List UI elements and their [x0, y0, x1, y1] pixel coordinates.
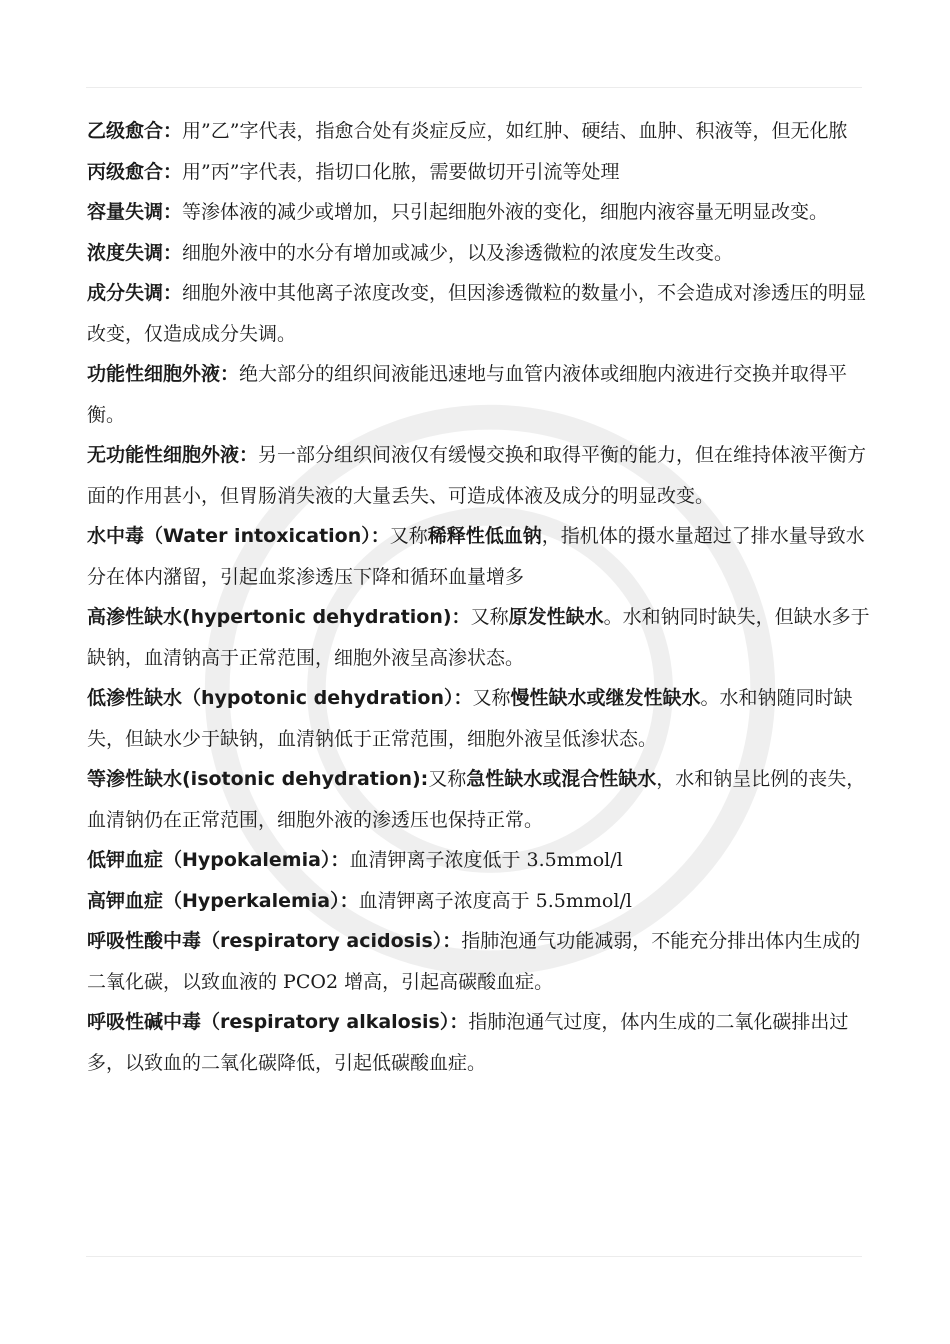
- definition-entry: [87, 840, 872, 881]
- definition-text: 绝大部分的组织间液能迅速地与血管内液体或细胞内液进行交换并取得平衡。: [87, 363, 848, 426]
- definition-text-pre: 又称: [389, 525, 428, 547]
- definition-entry: [87, 152, 872, 193]
- definition-text: 另一部分组织间液仅有缓慢交换和取得平衡的能力，但在维持体液平衡方面的作用甚小，但胃肠消失液的大量丢失、可造成体液及成分的明显改变。: [87, 444, 867, 507]
- definition-entry: [87, 1002, 872, 1083]
- definition-text-pre: 又称: [428, 768, 467, 790]
- definition-term: 呼吸性酸中毒（respiratory acidosis）：: [87, 930, 462, 952]
- definition-text: 细胞外液中的水分有增加或减少，以及渗透微粒的浓度发生改变。: [182, 241, 734, 264]
- definition-text: 细胞外液中其他离子浓度改变，但因渗透微粒的数量小，不会造成对渗透压的明显改变，仅造成成分失调。: [87, 282, 867, 345]
- definition-text: 指肺泡通气功能减弱，不能充分排出体内生成的二氧化碳，以致血液的 PCO2 增高，引起高碳酸血症。: [87, 930, 861, 993]
- definition-entry: [87, 597, 872, 678]
- definition-term: 成分失调：: [87, 282, 183, 304]
- footer-rule: [86, 1256, 862, 1257]
- definition-term: 无功能性细胞外液：: [87, 444, 259, 466]
- definition-term: 水中毒（Water intoxication）：: [87, 525, 390, 547]
- definition-term: 高钾血症（Hyperkalemia）：: [87, 889, 359, 912]
- definition-entry: [87, 516, 872, 597]
- definition-entry: [87, 192, 872, 233]
- definition-emphasis: 稀释性低血钠: [427, 525, 542, 547]
- definition-text-post: 。水和钠随同时缺失，但缺水少于缺钠，血清钠低于正常范围，细胞外液呈低渗状态。: [87, 687, 853, 750]
- definition-text-pre: 又称: [470, 606, 509, 628]
- definition-text: 血清钾离子浓度高于 5.5mmol/l: [358, 889, 632, 912]
- definition-term: 乙级愈合：: [87, 120, 183, 142]
- definitions-list: [87, 111, 872, 1083]
- definition-text: 用”丙”字代表，指切口化脓，需要做切开引流等处理: [182, 160, 620, 183]
- definition-text-post: ，水和钠呈比例的丧失，血清钠仍在正常范围，细胞外液的渗透压也保持正常。: [87, 768, 866, 831]
- definition-term: 浓度失调：: [87, 241, 183, 264]
- definition-entry: [87, 354, 872, 435]
- definition-text: 血清钾离子浓度低于 3.5mmol/l: [349, 849, 623, 871]
- definition-entry: [87, 881, 872, 922]
- definition-text-post: 。水和钠同时缺失，但缺水多于缺钠，血清钠高于正常范围，细胞外液呈高渗状态。: [87, 606, 870, 669]
- header-rule: [86, 87, 862, 88]
- definition-text-pre: 又称: [472, 687, 511, 709]
- definition-emphasis: 急性缺水或混合性缺水: [466, 768, 657, 790]
- definition-term: 高渗性缺水(hypertonic dehydration)：: [87, 606, 471, 628]
- definition-text: 等渗体液的减少或增加，只引起细胞外液的变化，细胞内液容量无明显改变。: [182, 201, 829, 223]
- definition-term: 低渗性缺水（hypotonic dehydration）：: [87, 687, 473, 709]
- definition-emphasis: 原发性缺水: [508, 606, 604, 628]
- definition-entry: [87, 273, 872, 354]
- definition-entry: [87, 678, 872, 759]
- definition-emphasis: 慢性缺水或继发性缺水: [510, 687, 701, 709]
- definition-term: 功能性细胞外液：: [87, 363, 240, 385]
- definition-term: 容量失调：: [87, 201, 183, 223]
- definition-text-post: ，指机体的摄水量超过了排水量导致水分在体内潴留，引起血浆渗透压下降和循环血量增多: [87, 525, 865, 588]
- definition-entry: [87, 435, 872, 516]
- definition-text: 指肺泡通气过度，体内生成的二氧化碳排出过多，以致血的二氧化碳降低，引起低碳酸血症。: [87, 1011, 849, 1074]
- definition-term: 等渗性缺水(isotonic dehydration):: [87, 768, 429, 790]
- definition-entry: [87, 921, 872, 1002]
- definition-entry: [87, 233, 872, 274]
- definition-text: 用”乙”字代表，指愈合处有炎症反应，如红肿、硬结、血肿、积液等，但无化脓: [182, 120, 848, 142]
- definition-term: 呼吸性碱中毒（respiratory alkalosis）：: [87, 1011, 469, 1033]
- definition-term: 丙级愈合：: [87, 160, 183, 183]
- definition-entry: [87, 111, 872, 152]
- definition-term: 低钾血症（Hypokalemia）：: [87, 849, 350, 871]
- definition-entry: [87, 759, 872, 840]
